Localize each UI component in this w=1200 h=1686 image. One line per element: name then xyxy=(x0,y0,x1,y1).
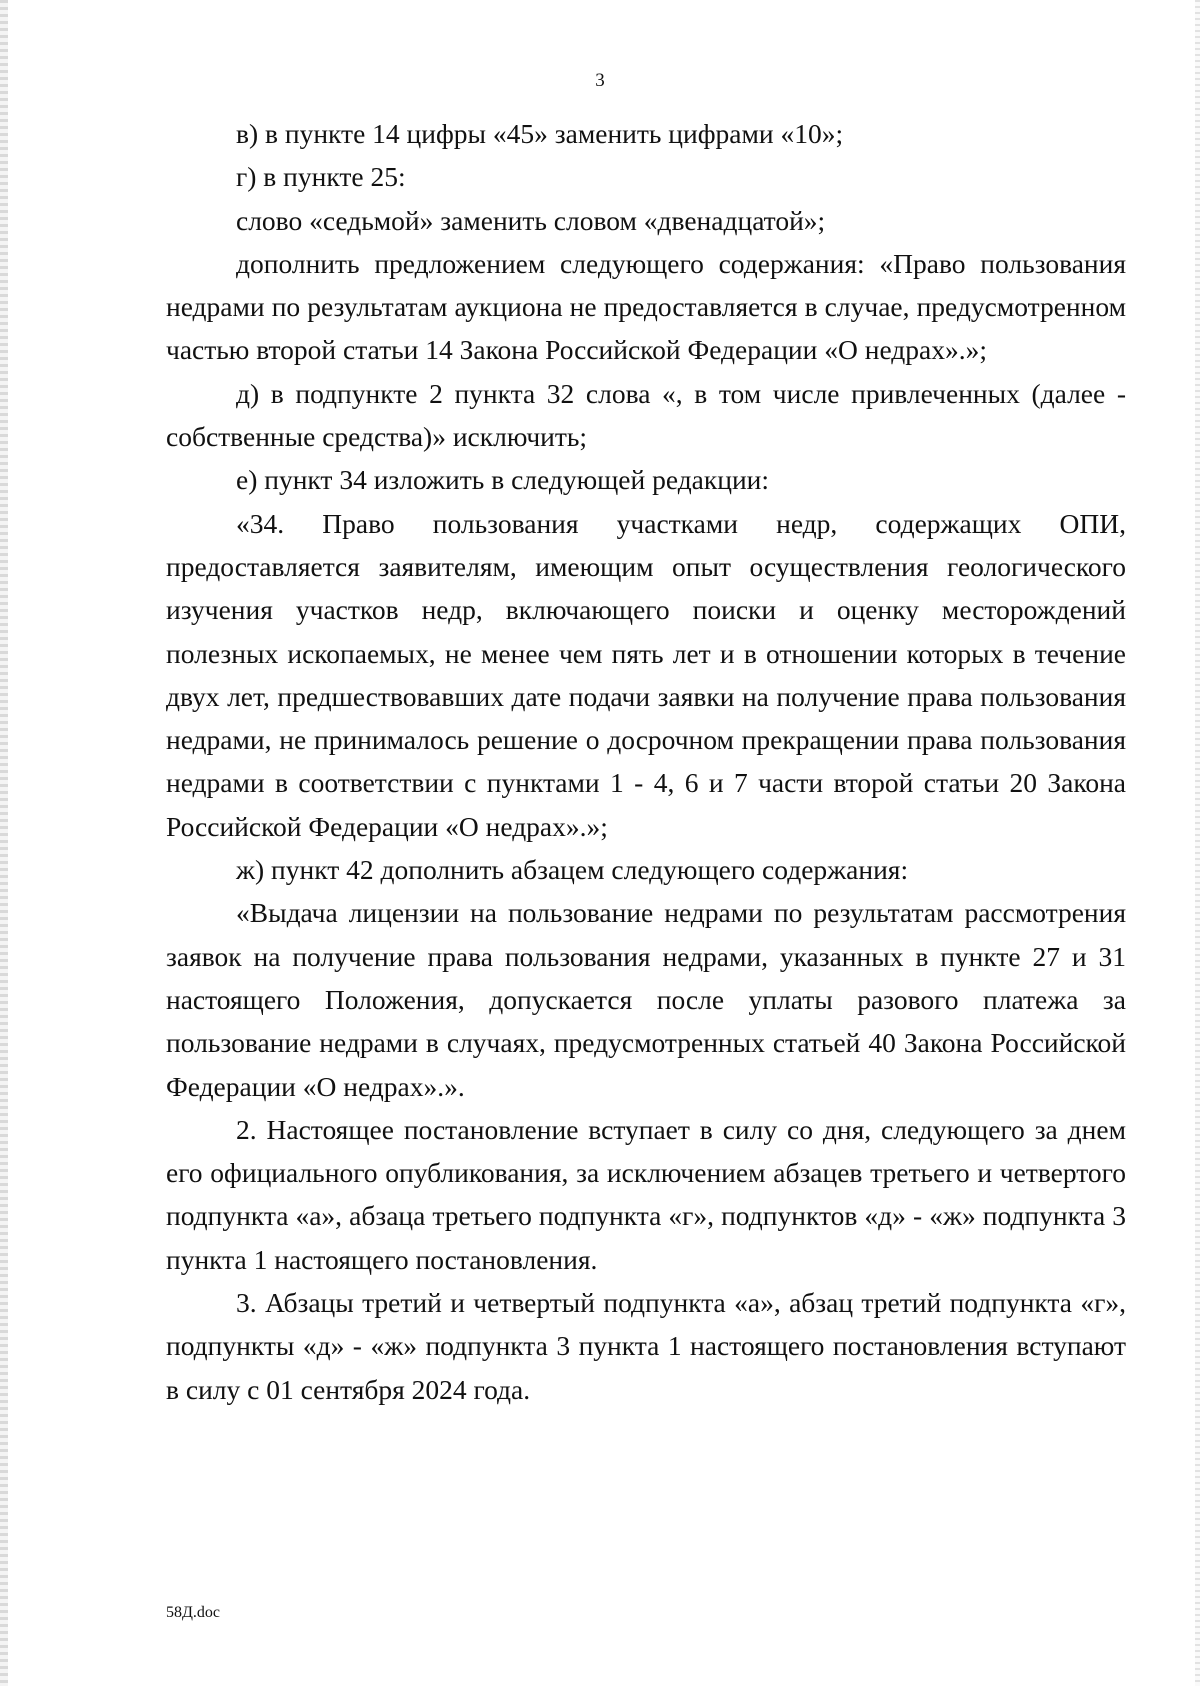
paragraph-d: д) в подпункте 2 пункта 32 слова «, в том числе привлеченных (далее - собственные средства)» исключить; xyxy=(166,377,1126,453)
paragraph-zh: ж) пункт 42 дополнить абзацем следующего содержания: xyxy=(236,854,909,886)
document-body xyxy=(166,112,1126,1411)
paragraph-e: е) пункт 34 изложить в следующей редакции: xyxy=(236,464,770,496)
paragraph-g-add-sentence: дополнить предложением следующего содержания: «Право пользования недрами по результатам аукциона не предоставляется в случае, предусмотренном частью второй статьи 14 Закона Российской Федерации «О недрах».»; xyxy=(166,247,1126,366)
paragraph-clause-3: 3. Абзацы третий и четвертый подпункта «а», абзац третий подпункта «г», подпункты «д» - «ж» подпункта 3 пункта 1 настоящего постановления вступают в силу с 01 сентября 2024 года. xyxy=(166,1287,1126,1405)
paragraph-license-issuance: «Выдача лицензии на пользование недрами по результатам рассмотрения заявок на получение права пользования недрами, указанных в пункте 27 и 31 настоящего Положения, допускается после уплаты разового платежа за пользование недрами в случаях, предусмотренных статьей 40 Закона Российской Федерации «О недрах».». xyxy=(166,897,1126,1102)
footer-filename: 58Д.doc xyxy=(166,1604,221,1621)
page-number: 3 xyxy=(595,70,605,91)
paragraph-g-word-replace: слово «седьмой» заменить словом «двенадцатой»; xyxy=(236,204,826,236)
paragraph-clause-2: 2. Настоящее постановление вступает в силу со дня, следующего за днем его официального опубликования, за исключением абзацев третьего и четвертого подпункта «а», абзаца третьего подпункта «г», подпунктов «д» - «ж» подпункта 3 пункта 1 настоящего постановления. xyxy=(166,1113,1126,1275)
paragraph-v: в) в пункте 14 цифры «45» заменить цифрами «10»; xyxy=(236,118,844,149)
paragraph-g: г) в пункте 25: xyxy=(236,161,406,193)
paragraph-item-34: «34. Право пользования участками недр, содержащих ОПИ, предоставляется заявителям, имеющим опыт осуществления геологического изучения участков недр, включающего поиски и оценку месторождений полезных ископаемых, не менее чем пять лет и в отношении которых в течение двух лет, предшествовавших дате подачи заявки на получение права пользования недрами, не принималось решение о досрочном прекращении права пользования недрами в соответствии с пунктами 1 - 4, 6 и 7 части второй статьи 20 Закона Российской Федерации «О недрах».»; xyxy=(166,507,1126,842)
scan-edge-right xyxy=(1195,0,1200,1686)
scan-edge-left xyxy=(0,0,8,1686)
